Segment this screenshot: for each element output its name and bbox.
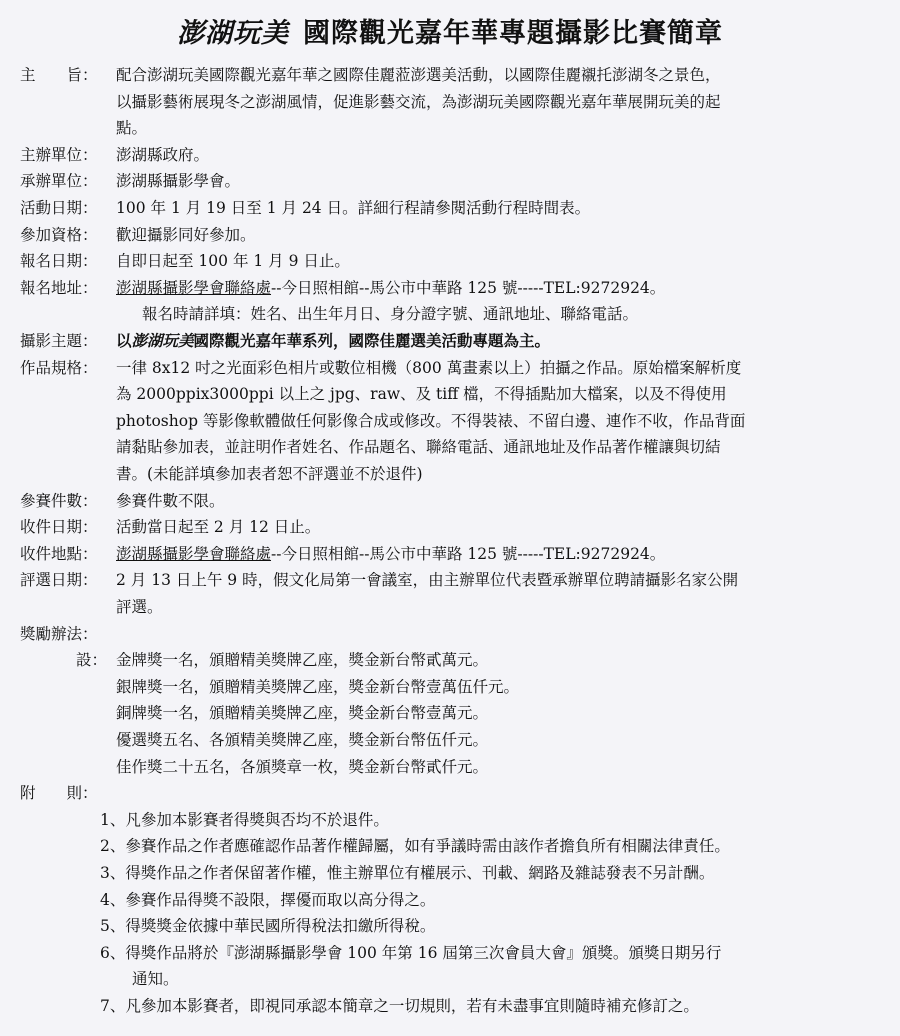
awards-set-label: 設：: [76, 651, 108, 670]
spec-line: 請黏貼參加表，並註明作者姓名、作品題名、聯絡電話、通訊地址及作品著作權讓與切結: [116, 438, 721, 457]
theme-brand: 澎湖玩美: [131, 331, 194, 350]
purpose-row: [0, 115, 900, 141]
rule-text: 1、凡參加本影賽者得獎與否均不於退件。: [100, 810, 389, 829]
registration-address-rest: --今日照相館--馬公市中華路 125 號-----TEL:9272924。: [271, 278, 666, 297]
title-brand: 澎湖玩美: [177, 18, 289, 49]
co-organizer-row: [0, 168, 900, 194]
rule-item: [0, 966, 900, 992]
award-item: [0, 727, 900, 753]
award-text: 金牌獎一名，頒贈精美獎牌乙座，獎金新台幣貳萬元。: [116, 651, 489, 670]
collection-place-label: 收件地點：: [20, 544, 98, 563]
collection-place-rest: --今日照相館--馬公市中華路 125 號-----TEL:9272924。: [271, 544, 666, 563]
award-item: [0, 647, 900, 673]
rule-text: 通知。: [132, 970, 179, 989]
eligibility-label: 參加資格：: [20, 225, 98, 244]
spec-row: [0, 355, 900, 381]
registration-note-row: [0, 301, 900, 327]
judging-row: [0, 567, 900, 593]
theme-row: [0, 328, 900, 354]
eligibility-value: 歡迎攝影同好參加。: [116, 225, 256, 244]
spec-row: [0, 408, 900, 434]
collection-place-row: [0, 541, 900, 567]
awards-label: 獎勵辦法：: [20, 624, 98, 643]
spec-row: [0, 434, 900, 460]
rule-item: [0, 913, 900, 939]
organizer-row: [0, 142, 900, 168]
purpose-row: [0, 89, 900, 115]
rule-item: [0, 833, 900, 859]
event-date-label: 活動日期：: [20, 199, 98, 217]
collection-date-value: 活動當日起至 2 月 12 日止。: [116, 518, 321, 537]
registration-address-value: [116, 275, 886, 301]
purpose-row: [0, 62, 900, 88]
entries-row: [0, 488, 900, 514]
award-text: 優選獎五名、各頒精美獎牌乙座，獎金新台幣伍仟元。: [116, 731, 489, 749]
award-item: [0, 754, 900, 780]
registration-date-label: 報名日期：: [20, 252, 98, 271]
entries-label: 參賽件數：: [20, 491, 98, 510]
registration-address-label: 報名地址：: [20, 278, 98, 297]
rules-row: [0, 780, 900, 806]
title-main: 國際觀光嘉年華專題攝影比賽簡章: [303, 18, 723, 49]
event-date-row: [0, 195, 900, 221]
theme-value: [116, 328, 886, 354]
rule-text: 4、參賽作品得獎不設限，擇優而取以高分得之。: [100, 890, 436, 909]
rule-item: [0, 860, 900, 886]
judging-line: 2 月 13 日上午 9 時，假文化局第一會議室，由主辦單位代表暨承辦單位聘請攝影名家公開: [116, 571, 739, 590]
spec-label: 作品規格：: [20, 358, 98, 377]
theme-rest: 國際觀光嘉年華系列，國際佳麗選美活動專題為主。: [193, 331, 551, 350]
rule-item: [0, 807, 900, 833]
spec-line: 一律 8x12 吋之光面彩色相片或數位相機（800 萬畫素以上）拍攝之作品。原始檔案解析度: [116, 358, 742, 377]
spec-line: photoshop 等影像軟體做任何影像合成或修改。不得裝裱、不留白邊、連作不收，作品背面: [116, 411, 746, 430]
rule-text: 7、凡參加本影賽者，即視同承認本簡章之一切規則，若有未盡事宜則隨時補充修訂之。: [100, 997, 699, 1015]
spec-row: [0, 381, 900, 407]
co-organizer-label: 承辦單位：: [20, 172, 98, 191]
award-text: 銅牌獎一名，頒贈精美獎牌乙座，獎金新台幣壹萬元。: [116, 704, 489, 723]
award-text: 銀牌獎一名，頒贈精美獎牌乙座，獎金新台幣壹萬伍仟元。: [116, 677, 520, 696]
collection-place-name: 澎湖縣攝影學會聯絡處: [116, 544, 272, 563]
judging-line: 評選。: [116, 598, 163, 616]
spec-line: 書。(未能詳填參加表者恕不評選並不於退件): [116, 465, 423, 483]
purpose-line: 點。: [116, 119, 148, 138]
entries-value: 參賽件數不限。: [116, 491, 225, 510]
rules-label: 附 則：: [20, 784, 98, 803]
organizer-label: 主辦單位：: [20, 145, 98, 164]
theme-prefix: 以: [116, 331, 132, 350]
rule-text: 6、得獎作品將於『澎湖縣攝影學會 100 年第 16 屆第三次會員大會』頒獎。頒獎日期另行: [100, 943, 722, 962]
rule-item: [0, 940, 900, 966]
registration-date-value: 自即日起至 100 年 1 月 9 日止。: [116, 252, 350, 271]
theme-label: 攝影主題：: [20, 332, 98, 350]
judging-row: [0, 594, 900, 620]
registration-address-row: [0, 275, 900, 301]
rule-item: [0, 993, 900, 1019]
judging-label: 評選日期：: [20, 571, 98, 590]
award-item: [0, 674, 900, 700]
rule-text: 5、得獎獎金依據中華民國所得稅法扣繳所得稅。: [100, 917, 436, 936]
spec-row: [0, 461, 900, 487]
event-date-value: 100 年 1 月 19 日至 1 月 24 日。詳細行程請參閱活動行程時間表。: [116, 199, 591, 217]
award-text: 佳作獎二十五名，各頒獎章一枚，獎金新台幣貳仟元。: [116, 757, 489, 776]
purpose-line: 以攝影藝術展現冬之澎湖風情，促進影藝交流，為澎湖玩美國際觀光嘉年華展開玩美的起: [116, 92, 721, 111]
registration-place: 澎湖縣攝影學會聯絡處: [116, 278, 272, 297]
collection-date-label: 收件日期：: [20, 518, 98, 537]
spec-line: 為 2000ppix3000ppi 以上之 jpg、raw、及 tiff 檔，不得插點加大檔案，以及不得使用: [116, 385, 727, 404]
rule-text: 3、得獎作品之作者保留著作權，惟主辦單位有權展示、刊載、網路及雜誌發表不另計酬。: [100, 864, 715, 882]
award-item: [0, 700, 900, 726]
page-title: [0, 0, 900, 56]
organizer-value: 澎湖縣政府。: [116, 145, 210, 164]
collection-date-row: [0, 514, 900, 540]
rule-text: 2、參賽作品之作者應確認作品著作權歸屬，如有爭議時需由該作者擔負所有相關法律責任。: [100, 837, 730, 856]
registration-note: 報名時請詳填：姓名、出生年月日、身分證字號、通訊地址、聯絡電話。: [142, 305, 639, 324]
purpose-line: 配合澎湖玩美國際觀光嘉年華之國際佳麗蒞澎選美活動，以國際佳麗襯托澎湖冬之景色，: [116, 66, 721, 84]
registration-date-row: [0, 248, 900, 274]
collection-place-value: [116, 541, 886, 567]
rule-item: [0, 887, 900, 913]
awards-row: [0, 621, 900, 647]
purpose-label: 主 旨：: [20, 66, 98, 84]
co-organizer-value: 澎湖縣攝影學會。: [116, 172, 241, 191]
eligibility-row: [0, 222, 900, 248]
